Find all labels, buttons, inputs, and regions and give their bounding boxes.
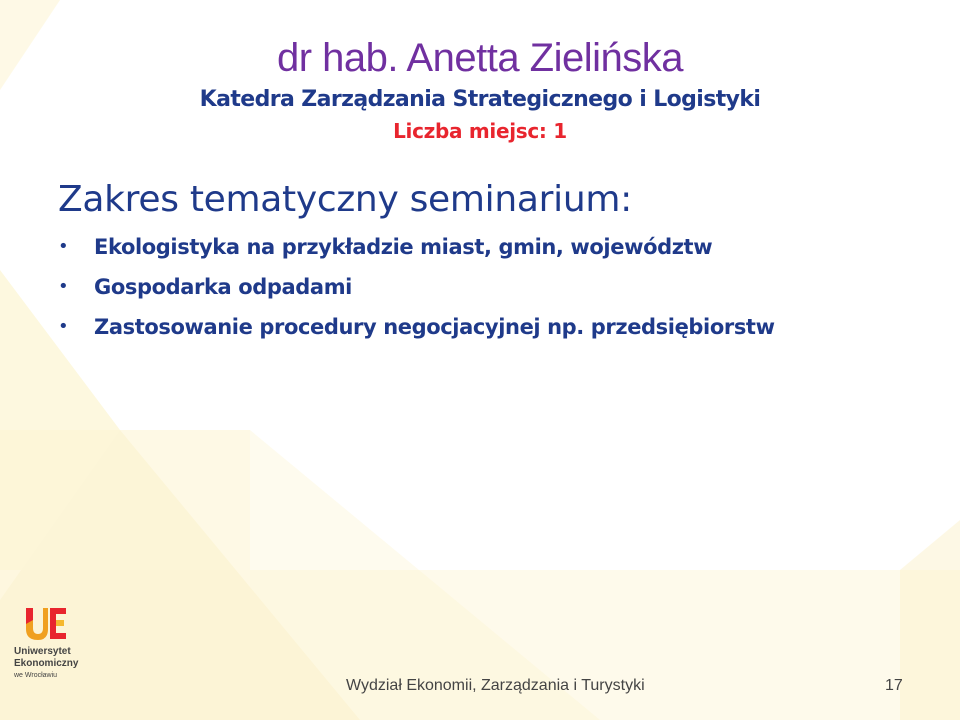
bullet-icon: • [58, 276, 69, 297]
bullet-icon: • [58, 316, 69, 337]
section-heading: Zakres tematyczny seminarium: [58, 179, 632, 220]
topic-list [58, 230, 775, 350]
footer-text: Wydział Ekonomii, Zarządzania i Turystyki [346, 677, 645, 694]
slide-title: dr hab. Anetta Zielińska [276, 36, 684, 80]
topic-text: Zastosowanie procedury negocjacyjnej np. przedsiębiorstw [94, 315, 775, 339]
topic-item [58, 230, 775, 270]
university-logo [14, 606, 84, 690]
department-name: Katedra Zarządzania Strategicznego i Logistyki [199, 87, 761, 112]
page-number: 17 [885, 677, 903, 694]
bullet-icon: • [58, 236, 69, 257]
ue-logo-icon [24, 606, 68, 642]
logo-line-2: Ekonomiczny [14, 658, 79, 669]
topic-text: Gospodarka odpadami [94, 275, 352, 299]
topic-item [58, 310, 775, 350]
logo-text [14, 646, 84, 682]
topic-text: Ekologistyka na przykładzie miast, gmin, województw [94, 235, 713, 259]
seats-count: Liczba miejsc: 1 [393, 119, 567, 143]
logo-line-3: we Wrocławiu [14, 672, 58, 679]
logo-line-1: Uniwersytet [14, 646, 71, 657]
topic-item [58, 270, 775, 310]
